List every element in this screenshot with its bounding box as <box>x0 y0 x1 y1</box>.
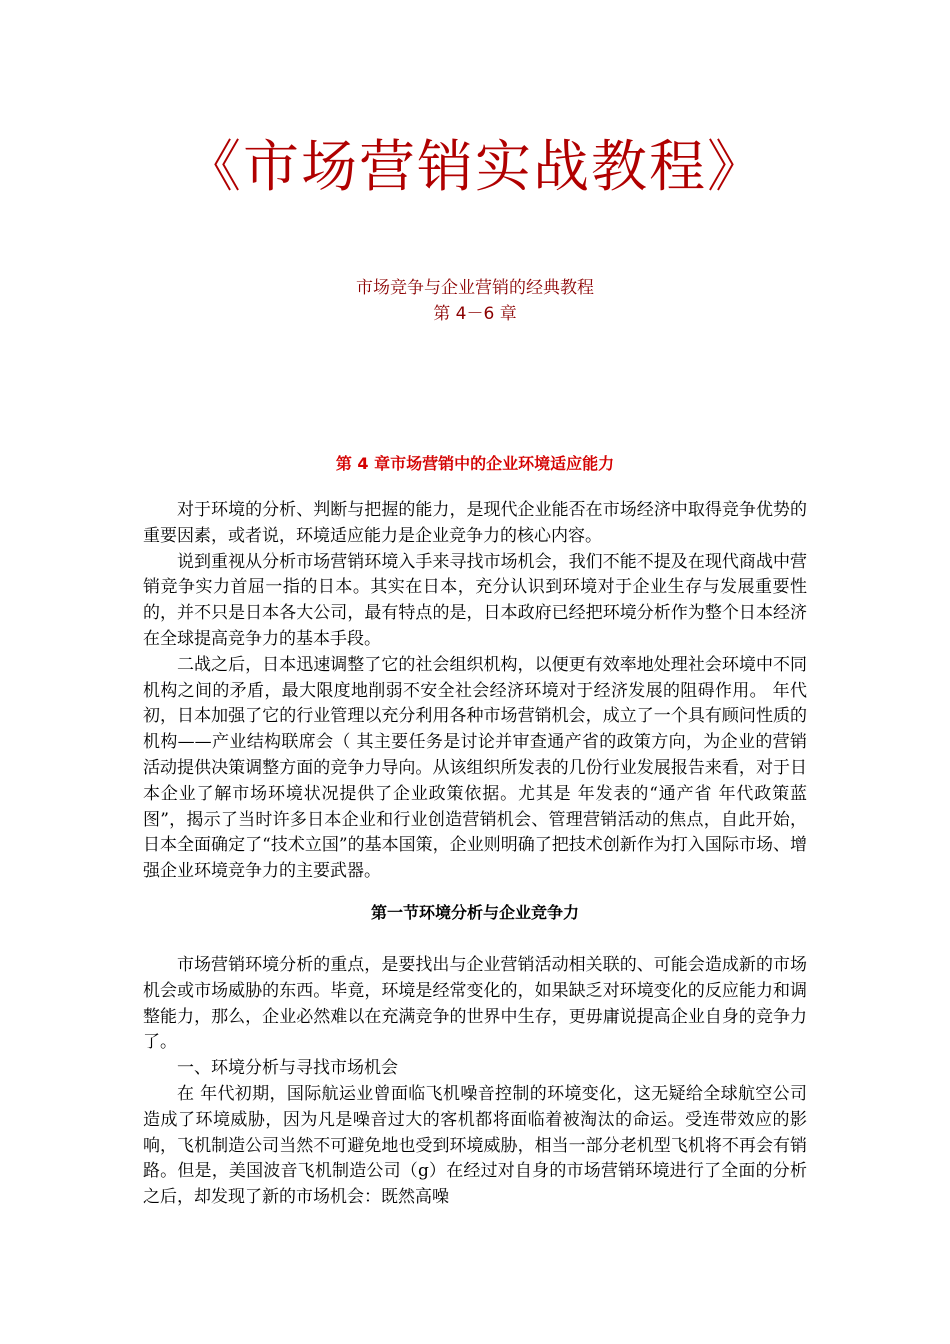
subtitle-line-1: 市场竞争与企业营销的经典教程 <box>356 278 594 298</box>
subheading-paragraph: 一、环境分析与寻找市场机会 <box>177 1058 398 1079</box>
section-body-text <box>143 953 807 1211</box>
section-heading: 第一节环境分析与企业竞争力 <box>370 903 579 922</box>
paragraph: 二战之后，日本迅速调整了它的社会组织机构，以便更有效率地处理社会环境中不同机构之间的矛盾，最大限度地削弱不安全社会经济环境对于经济发展的阻碍作用。 年代初，日本加强了它的行业管理以充分利用各种市场营销机会，成立了一个具有顾问性质的机构——产业结构联席会（ 其主要任务是讨论并审查通产省的政策方向，为企业的营销活动提供决策调整方面的竞争力导向。从该组织所发表的几份行业发展报告来看，对于日本企业了解市场环境状况提供了企业政策依据。尤其是 年发表的“通产省 年代政策蓝图”，揭示了当时许多日本企业和行业创造营销机会、管理营销活动的焦点，自此开始，日本全面确定了“技术立国”的基本国策，企业则明确了把技术创新作为打入国际市场、增强企业环境竞争力的主要武器。 <box>143 654 807 882</box>
chapter-heading: 第 4 章市场营销中的企业环境适应能力 <box>335 454 615 473</box>
paragraph: 说到重视从分析市场营销环境入手来寻找市场机会，我们不能不提及在现代商战中营销竞争实力首屈一指的日本。其实在日本，充分认识到环境对于企业生存与发展重要性的，并不只是日本各大公司，最有特点的是，日本政府已经把环境分析作为整个日本经济在全球提高竞争力的基本手段。 <box>143 551 807 649</box>
paragraph: 对于环境的分析、判断与把握的能力，是现代企业能否在市场经济中取得竞争优势的重要因素，或者说，环境适应能力是企业竞争力的核心内容。 <box>143 500 807 546</box>
paragraph: 市场营销环境分析的重点，是要找出与企业营销活动相关联的、可能会造成新的市场机会或市场威胁的东西。毕竟，环境是经常变化的，如果缺乏对环境变化的反应能力和调整能力，那么，企业必然难以在充满竞争的世界中生存，更毋庸说提高企业自身的竞争力了。 <box>143 955 807 1053</box>
document-subtitle <box>0 275 950 327</box>
paragraph: 在 年代初期，国际航运业曾面临飞机噪音控制的环境变化，这无疑给全球航空公司造成了环境威胁，因为凡是噪音过大的客机都将面临着被淘汰的命运。受连带效应的影响，飞机制造公司当然不可避免地也受到环境威胁，相当一部分老机型飞机将不再会有销路。但是，美国波音飞机制造公司（g）在经过对自身的市场营销环境进行了全面的分析之后，却发现了新的市场机会：既然高噪 <box>143 1083 807 1208</box>
document-title: 《市场营销实战教程》 <box>185 135 765 200</box>
chapter-intro-text <box>143 498 807 885</box>
subtitle-line-2: 第 4－6 章 <box>433 304 517 324</box>
